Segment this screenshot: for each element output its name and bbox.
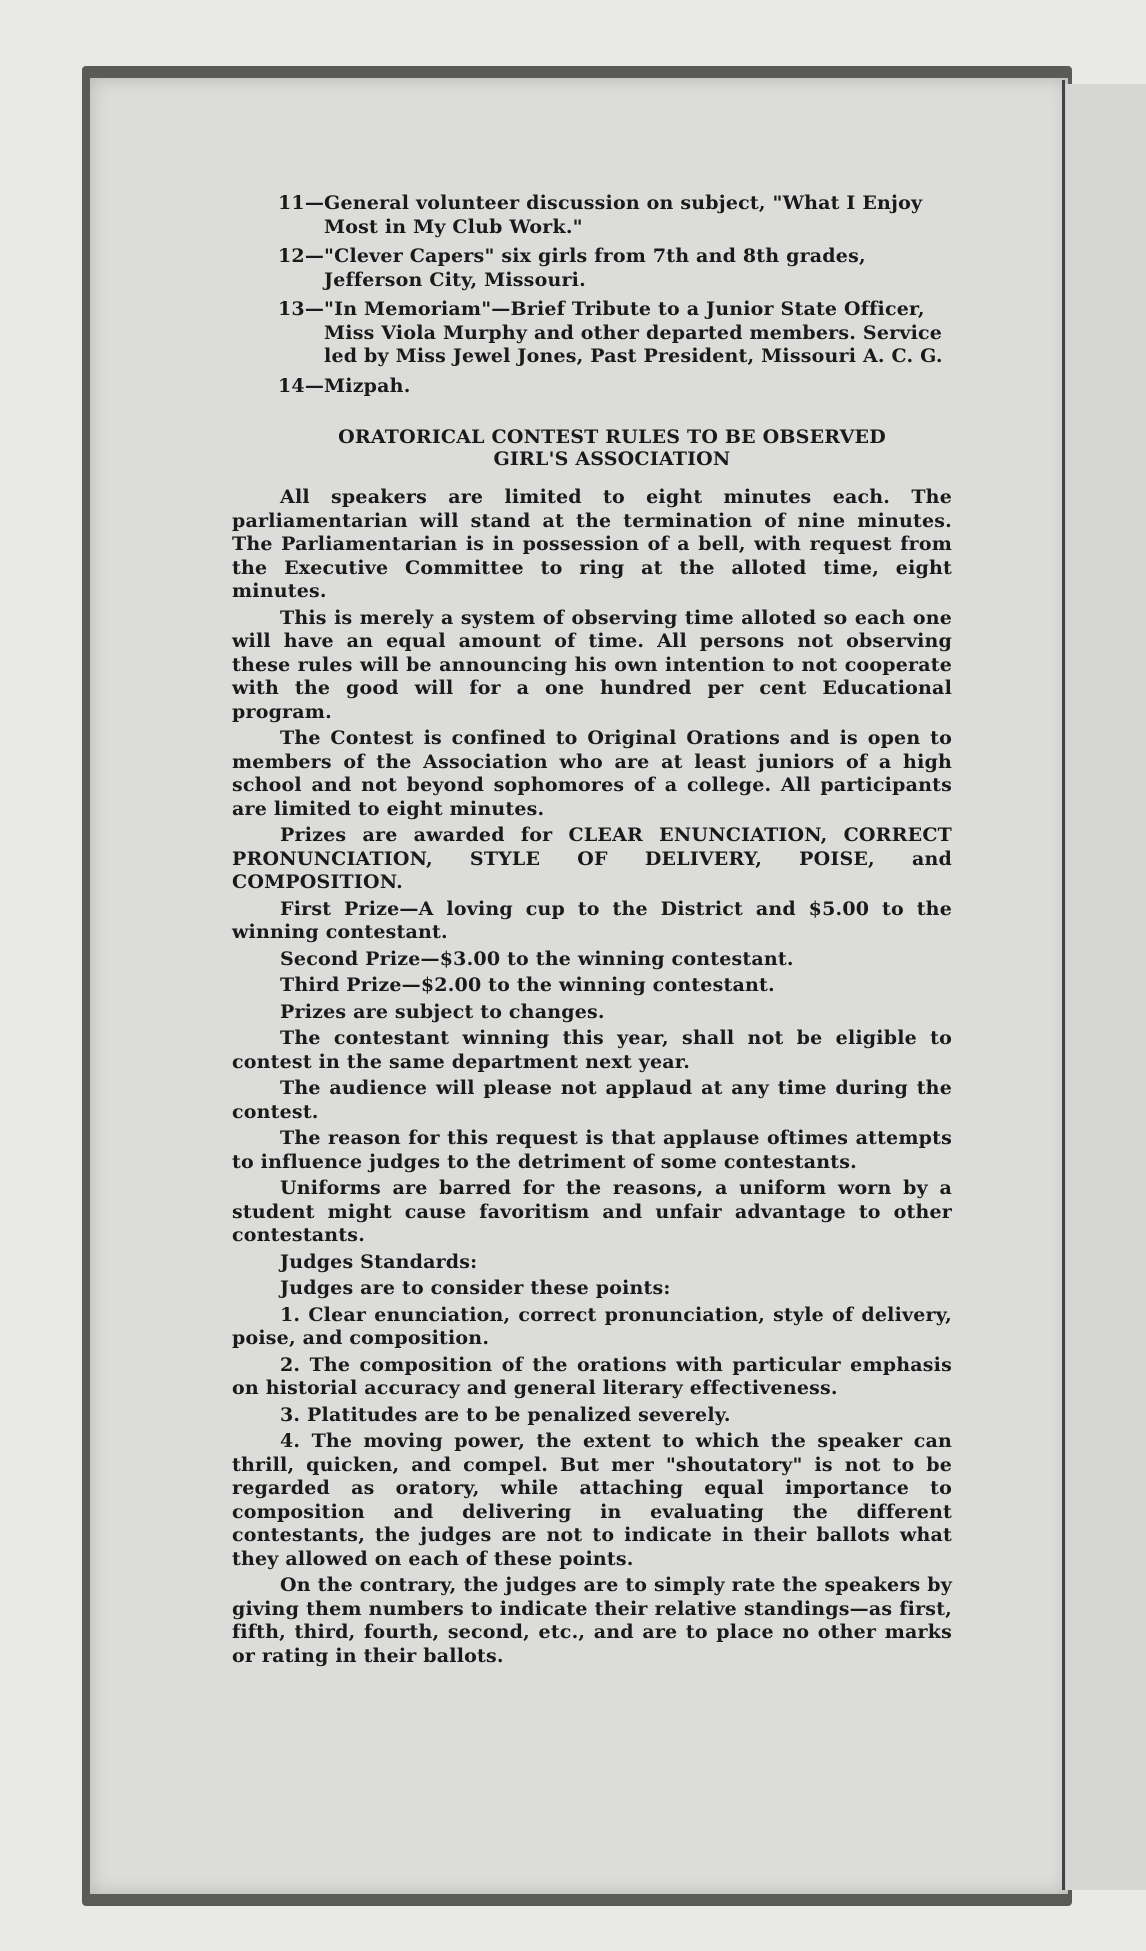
program-item-11	[278, 192, 952, 239]
paragraph: The audience will please not applaud at any time during the contest.	[232, 1077, 952, 1123]
item-text: "In Memoriam"—Brief Tribute to a Junior State Officer, Miss Viola Murphy and other departed members. Service led by Miss Jewel Jones, Past President, Missouri A. C. G.	[324, 298, 943, 367]
paragraph: Judges are to consider these points:	[280, 1277, 671, 1299]
paragraph: On the contrary, the judges are to simply rate the speakers by giving them numbers to indicate their relative standings—as first, fifth, third, fourth, second, etc., and are to place no other marks or rating in their ballots.	[232, 1574, 952, 1667]
paragraph: First Prize—A loving cup to the District and $5.00 to the winning contestant.	[232, 897, 952, 943]
program-item-12	[278, 245, 952, 292]
paragraph: All speakers are limited to eight minutes each. The parliamentarian will stand at the termination of nine minutes. The Parliamentarian is in possession of a bell, with request from the Executive Committee to ring at the alloted time, eight minutes.	[232, 486, 952, 602]
paragraph: 4. The moving power, the extent to which the speaker can thrill, quicken, and compel. But mer "shoutatory" is not to be regarded as oratory, while attaching equal importance to composition and delivering in evaluating the different contestants, the judges are not to indicate in their ballots what they allowed on each of these points.	[232, 1430, 952, 1570]
paragraph: The contestant winning this year, shall not be eligible to contest in the same department next year.	[232, 1027, 952, 1073]
item-text: Mizpah.	[324, 374, 411, 397]
item-number: 14—	[278, 374, 325, 397]
paragraph: 2. The composition of the orations with particular emphasis on historial accuracy and general literary effectiveness.	[232, 1353, 952, 1399]
item-number: 12—	[278, 245, 325, 267]
paragraph: Uniforms are barred for the reasons, a uniform worn by a student might cause favoritism and unfair advantage to other contestants.	[232, 1177, 952, 1246]
page-content	[232, 192, 952, 1671]
paragraph: Judges Standards:	[280, 1250, 478, 1273]
program-item-14	[278, 375, 952, 399]
page-fold	[1062, 80, 1065, 1890]
item-text: General volunteer discussion on subject, "What I Enjoy Most in My Club Work."	[324, 192, 923, 238]
adjacent-page-edge	[1066, 84, 1146, 1890]
item-number: 13—	[278, 298, 325, 320]
paragraph: 3. Platitudes are to be penalized severely.	[280, 1403, 731, 1426]
item-number: 11—	[278, 192, 325, 214]
heading-line-2: GIRL'S ASSOCIATION	[493, 448, 731, 470]
paragraph: 1. Clear enunciation, correct pronunciation, style of delivery, poise, and composition.	[232, 1303, 952, 1349]
heading-line-1: ORATORICAL CONTEST RULES TO BE OBSERVED	[338, 426, 886, 448]
paragraph: The Contest is confined to Original Orations and is open to members of the Association who are at least juniors of a high school and not beyond sophomores of a college. All participants are limited to eight minutes.	[232, 727, 952, 820]
paragraph: The reason for this request is that applause oftimes attempts to influence judges to the detriment of some contestants.	[232, 1127, 952, 1173]
paragraph: Prizes are subject to changes.	[280, 1000, 605, 1023]
section-heading	[272, 426, 952, 470]
program-item-13	[278, 298, 952, 369]
paragraph: Prizes are awarded for CLEAR ENUNCIATION, CORRECT PRONUNCIATION, STYLE OF DELIVERY, POISE, and COMPOSITION.	[232, 824, 952, 893]
item-text: "Clever Capers" six girls from 7th and 8th grades, Jefferson City, Missouri.	[324, 245, 866, 291]
paragraph: Second Prize—$3.00 to the winning contestant.	[280, 947, 794, 970]
paragraph: Third Prize—$2.00 to the winning contestant.	[280, 974, 775, 996]
paragraph: This is merely a system of observing time alloted so each one will have an equal amount of time. All persons not observing these rules will be announcing his own intention to not cooperate with the good will for a one hundred per cent Educational program.	[232, 606, 952, 723]
